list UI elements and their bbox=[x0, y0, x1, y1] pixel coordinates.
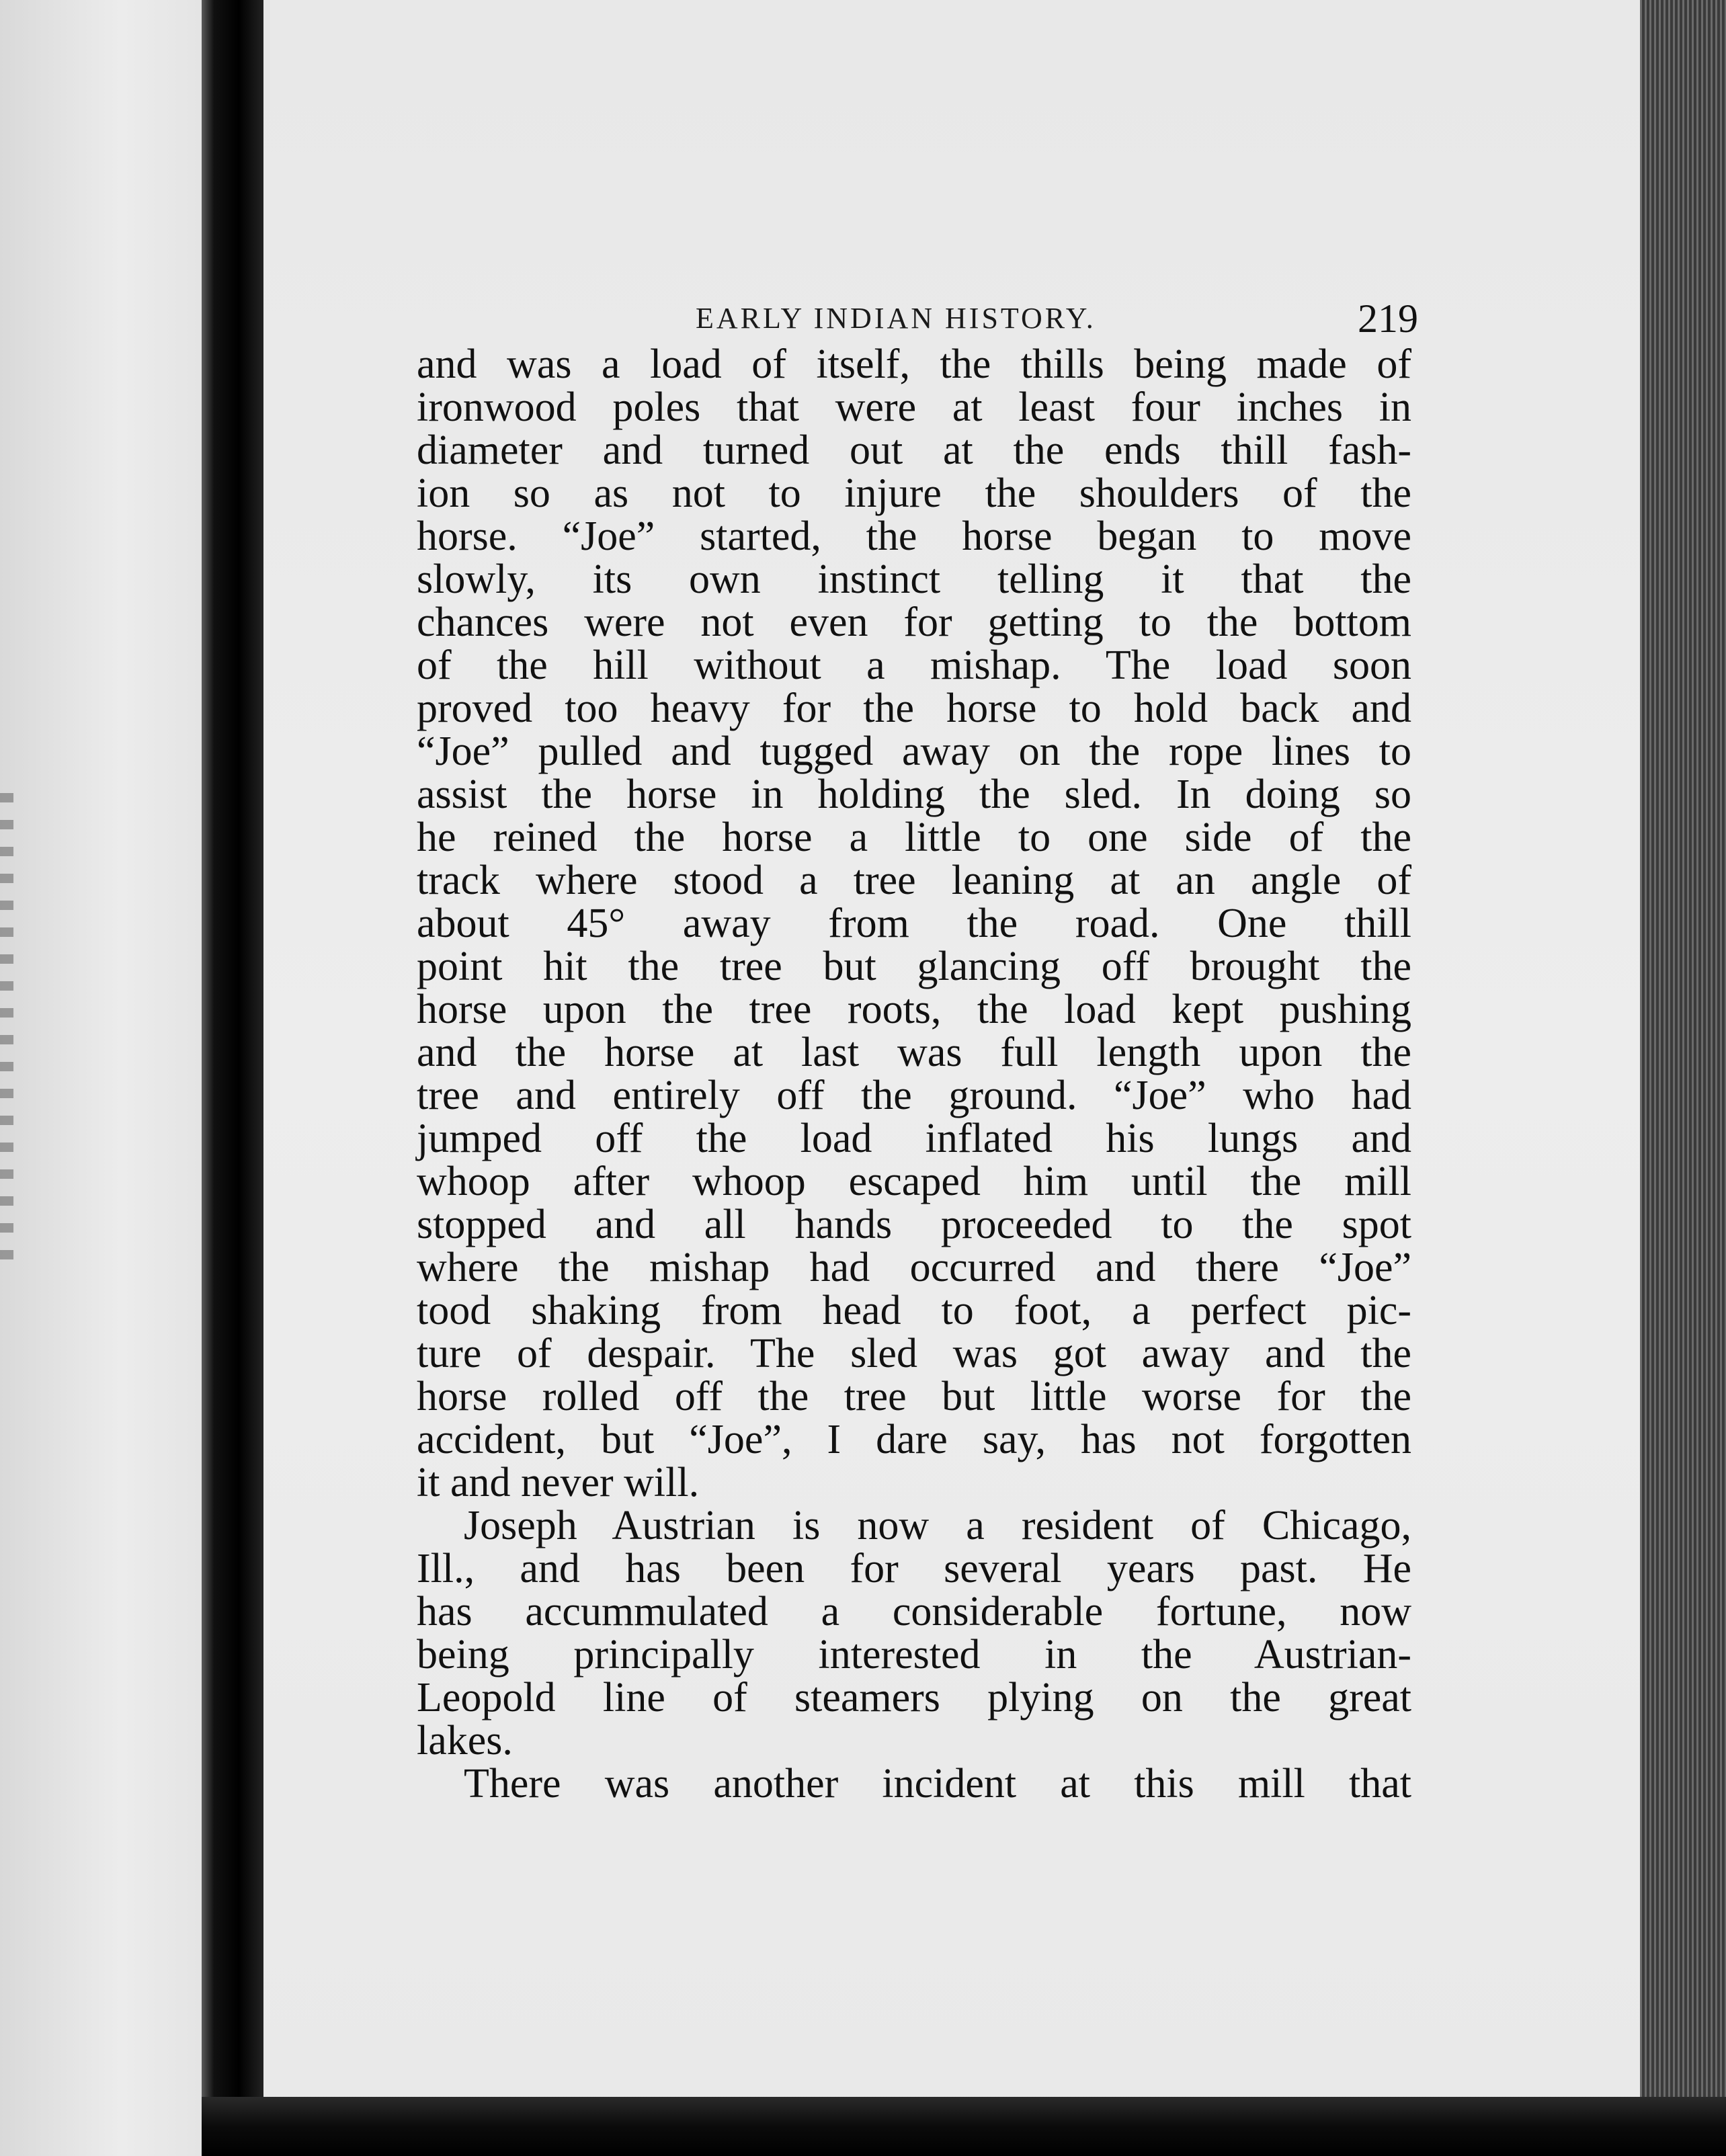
text-line: whoop after whoop escaped him until the mill bbox=[417, 1159, 1411, 1204]
text-line: it and never will. bbox=[417, 1460, 700, 1505]
text-line: slowly, its own instinct telling it that the bbox=[417, 556, 1411, 602]
text-line: of the hill without a mishap. The load soon bbox=[417, 642, 1411, 688]
facing-page-bleed-text bbox=[0, 793, 13, 1277]
text-line: Joseph Austrian is now a resident of Chicago, bbox=[464, 1503, 1411, 1548]
text-line: lakes. bbox=[417, 1718, 513, 1764]
text-line: ture of despair. The sled was got away and the bbox=[417, 1331, 1411, 1376]
running-head: EARLY INDIAN HISTORY. bbox=[696, 302, 1096, 335]
text-line: where the mishap had occurred and there “Joe” bbox=[417, 1245, 1411, 1290]
text-line: stopped and all hands proceeded to the spot bbox=[417, 1202, 1411, 1247]
text-line: “Joe” pulled and tugged away on the rope lines to bbox=[417, 729, 1411, 774]
text-line: jumped off the load inflated his lungs and bbox=[417, 1116, 1411, 1161]
text-line: being principally interested in the Austrian- bbox=[417, 1632, 1411, 1677]
text-line: accident, but “Joe”, I dare say, has not forgotten bbox=[417, 1417, 1411, 1462]
text-line: ion so as not to injure the shoulders of the bbox=[417, 470, 1411, 516]
text-line: track where stood a tree leaning at an angle of bbox=[417, 858, 1411, 903]
text-line: ironwood poles that were at least four inches in bbox=[417, 384, 1411, 430]
book-gutter bbox=[202, 0, 263, 2156]
text-line: point hit the tree but glancing off brought the bbox=[417, 944, 1411, 989]
bottom-shadow bbox=[202, 2097, 1726, 2156]
text-line: diameter and turned out at the ends thill fash- bbox=[417, 427, 1411, 473]
text-line: and the horse at last was full length upon the bbox=[417, 1030, 1411, 1075]
page-header bbox=[430, 296, 1418, 343]
text-line: about 45° away from the road. One thill bbox=[417, 901, 1411, 946]
text-line: Ill., and has been for several years past. He bbox=[417, 1546, 1411, 1591]
text-line: has accummulated a considerable fortune, now bbox=[417, 1589, 1411, 1634]
text-line: horse. “Joe” started, the horse began to move bbox=[417, 513, 1411, 559]
facing-page bbox=[0, 0, 202, 2156]
page-number: 219 bbox=[1358, 296, 1418, 341]
text-line: tree and entirely off the ground. “Joe” who had bbox=[417, 1073, 1411, 1118]
text-line: There was another incident at this mill that bbox=[464, 1761, 1411, 1807]
text-line: chances were not even for getting to the bottom bbox=[417, 599, 1411, 645]
text-line: assist the horse in holding the sled. In doing so bbox=[417, 772, 1411, 817]
text-line: Leopold line of steamers plying on the great bbox=[417, 1675, 1411, 1720]
text-line: tood shaking from head to foot, a perfect pic- bbox=[417, 1288, 1411, 1333]
body-text bbox=[417, 343, 1411, 1805]
text-line: horse rolled off the tree but little worse for the bbox=[417, 1374, 1411, 1419]
page-edges bbox=[1640, 0, 1726, 2156]
text-line: and was a load of itself, the thills being made of bbox=[417, 341, 1411, 387]
text-line: horse upon the tree roots, the load kept pushing bbox=[417, 987, 1411, 1032]
text-line: he reined the horse a little to one side of the bbox=[417, 815, 1411, 860]
text-line: proved too heavy for the horse to hold back and bbox=[417, 686, 1411, 731]
